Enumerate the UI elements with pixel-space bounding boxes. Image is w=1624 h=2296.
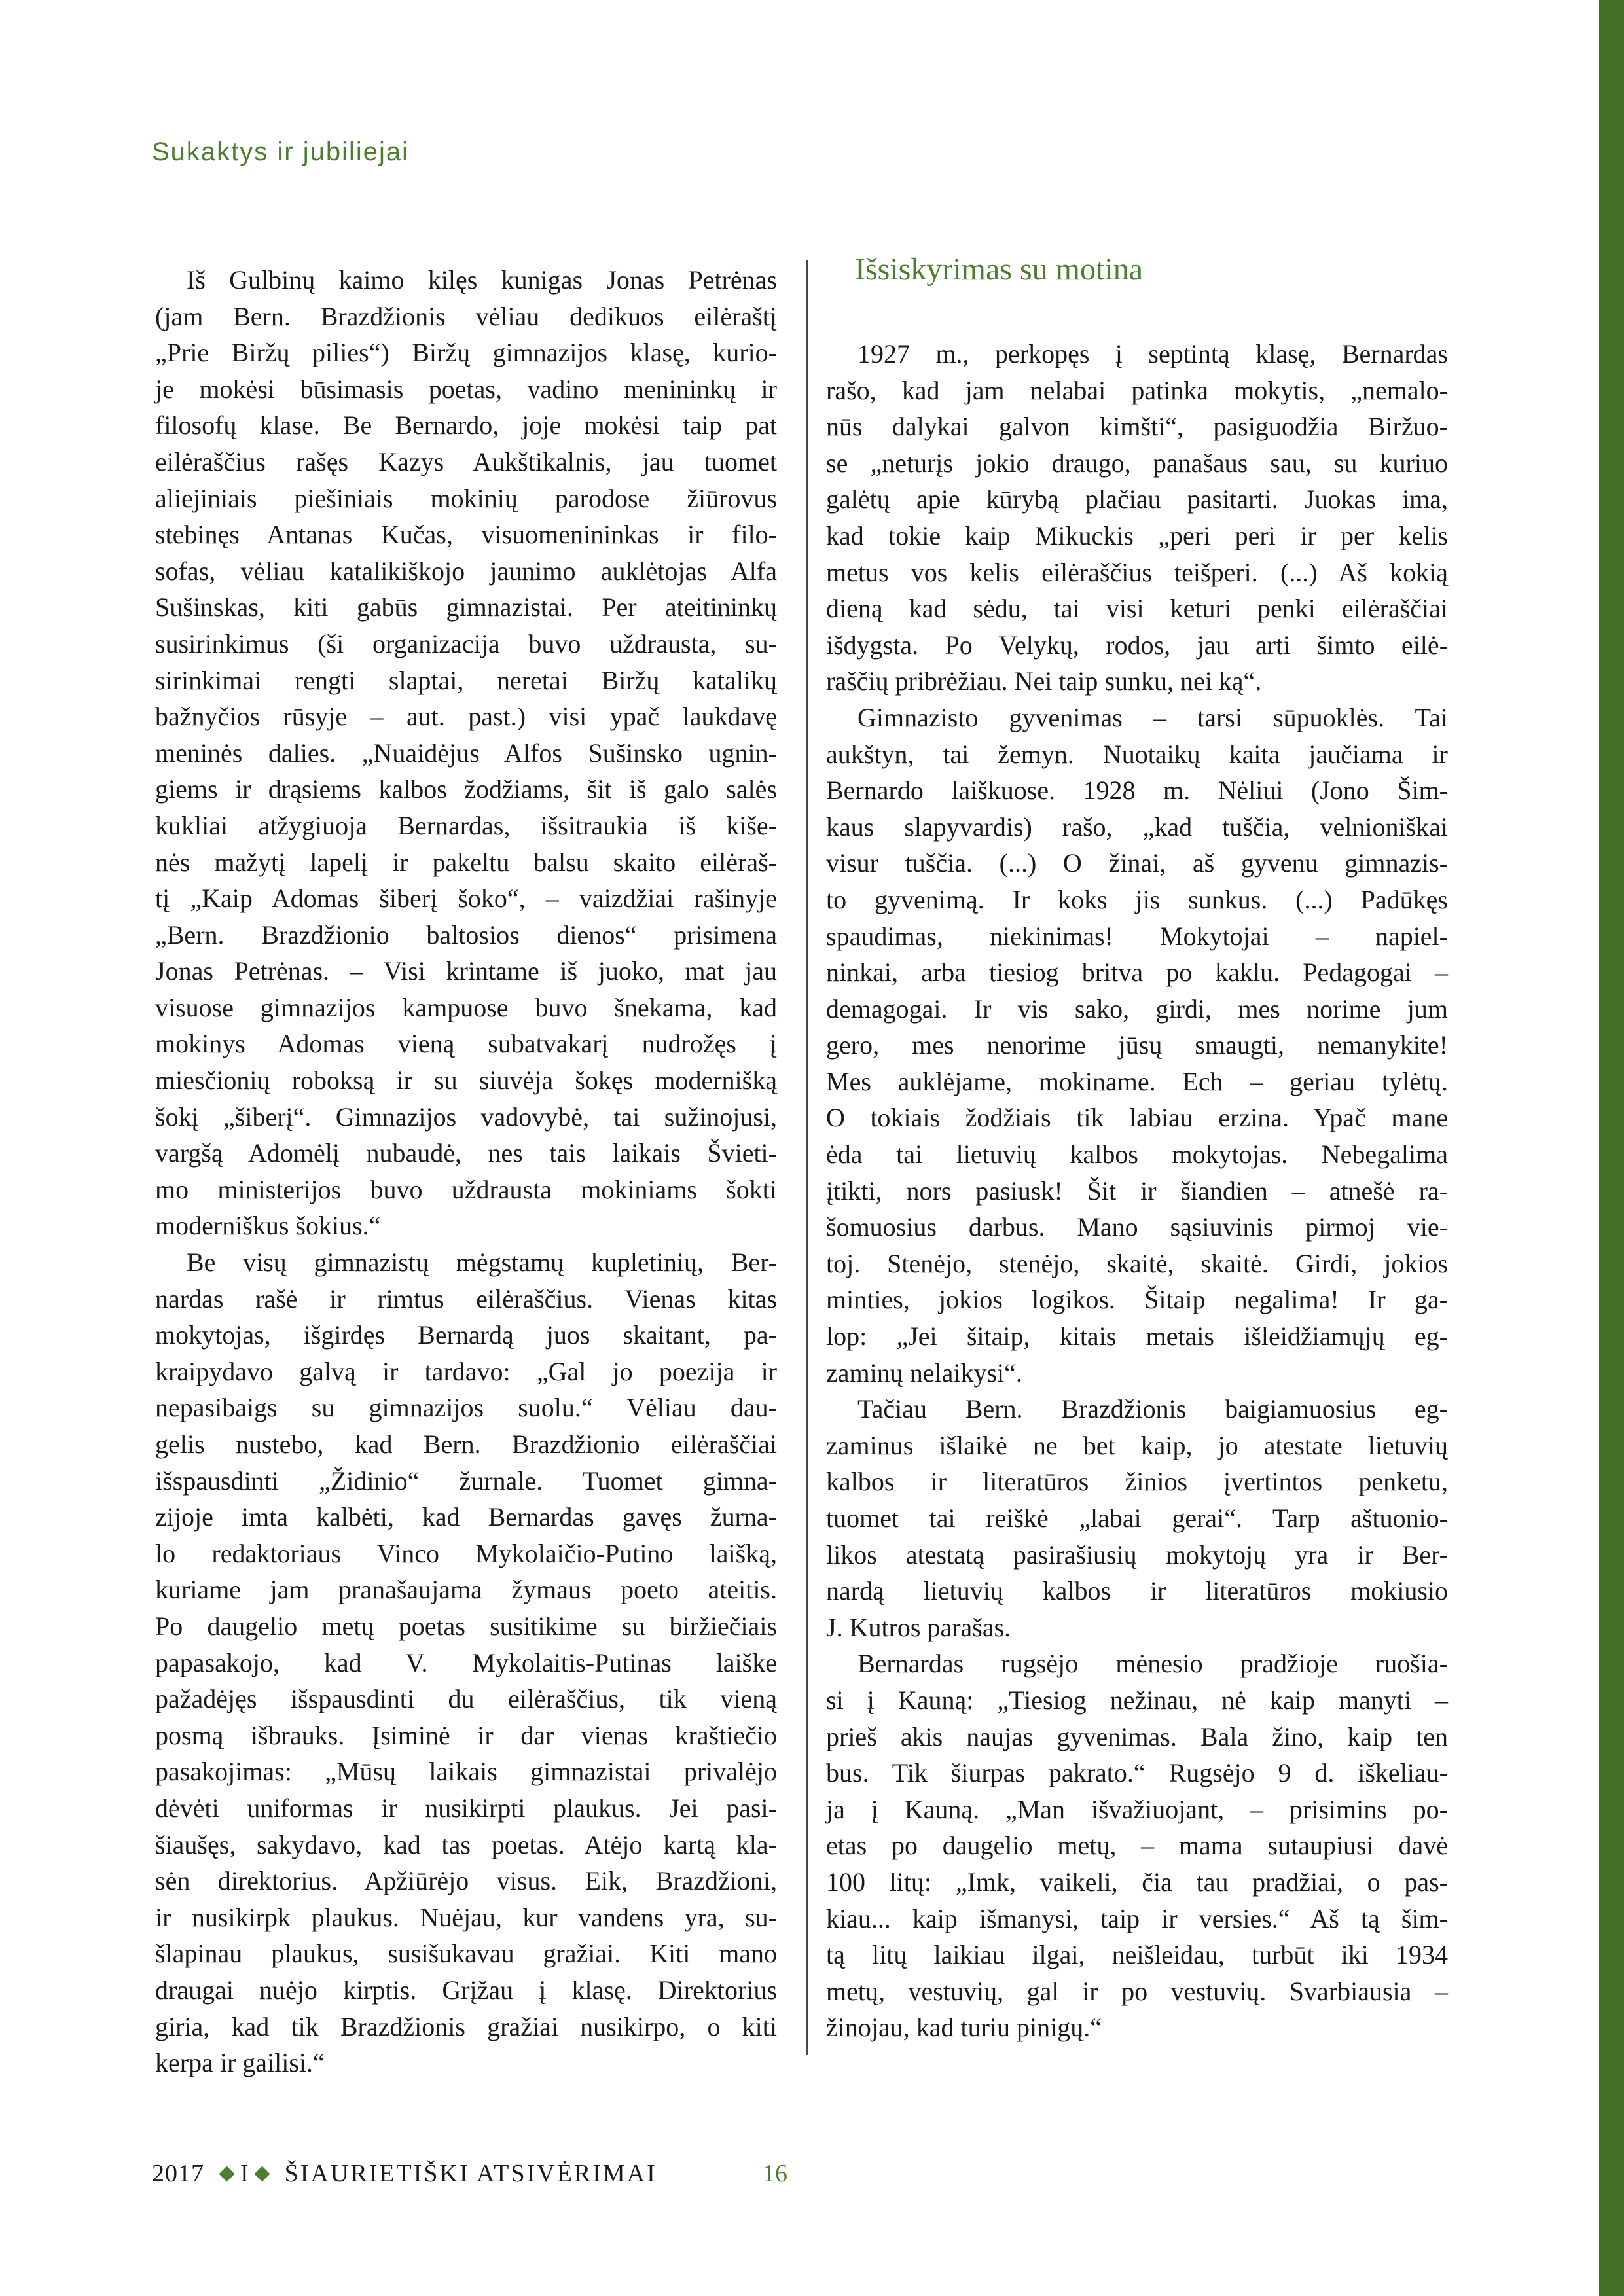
text-line: dėvėti uniformas ir nusikirpti plaukus. Jei pasi- <box>155 1793 777 1823</box>
text-line: Be visų gimnazistų mėgstamų kupletinių, Ber- <box>187 1247 777 1278</box>
text-line: bus. Tik šiurpas pakrato.“ Rugsėjo 9 d. iškeliau- <box>826 1758 1448 1788</box>
text-line: „Bern. Brazdžionio baltosios dienos“ prisimena <box>155 920 777 950</box>
text-line: 100 litų: „Imk, vaikeli, čia tau pradžiai, o pas- <box>826 1867 1448 1897</box>
text-line: Mes auklėjame, mokiname. Ech – geriau tylėtų. <box>826 1066 1448 1096</box>
text-line: susirinkimus (ši organizacija buvo uždrausta, su- <box>155 628 777 658</box>
text-line: kaus slapyvardis) rašo, „kad tuščia, velnioniškai <box>826 812 1448 842</box>
right-column-body <box>826 336 1448 2046</box>
text-line: zijoje imta kalbėti, kad Bernardas gavęs žurna- <box>155 1502 777 1532</box>
text-line: kuriame jam pranašaujama žymaus poeto ateitis. <box>155 1575 777 1605</box>
text-line: kad tokie kaip Mikuckis „peri peri ir per kelis <box>826 520 1448 550</box>
text-line: draugai nuėjo kirptis. Grįžau į klasę. Direktorius <box>155 1975 777 2005</box>
text-line: nepasibaigs su gimnazijos suolu.“ Vėliau dau- <box>155 1393 777 1423</box>
text-line: mo ministerijos buvo uždrausta mokiniams šokti <box>155 1174 777 1204</box>
text-line: tą litų laikiau ilgai, neišleidau, turbūt iki 1934 <box>826 1940 1448 1970</box>
text-line: metų, vestuvių, gal ir po vestuvių. Svarbiausia – <box>826 1976 1448 2006</box>
text-line: kraipydavo galvą ir tardavo: „Gal jo poezija ir <box>155 1356 777 1386</box>
right-edge-accent-bar <box>1599 0 1624 2296</box>
text-line: Bernardo laiškuose. 1928 m. Nėliui (Jono Šim- <box>826 776 1448 806</box>
text-line: aukštyn, tai žemyn. Nuotaikų kaita jaučiama ir <box>826 739 1448 769</box>
text-line: sirinkimai rengti slaptai, neretai Biržų katalikų <box>155 665 777 695</box>
text-line: lop: „Jei šitaip, kitais metais išleidžiamųjų eg- <box>826 1321 1448 1352</box>
text-line: kerpa ir gailisi.“ <box>155 2048 325 2078</box>
text-line: Gimnazisto gyvenimas – tarsi sūpuoklės. Tai <box>857 702 1448 732</box>
text-line: gero, mes nenorime jūsų smaugti, nemanykite! <box>826 1030 1448 1060</box>
text-line: stebinęs Antanas Kučas, visuomenininkas ir filo- <box>155 520 777 550</box>
article-subheading: Išsiskyrimas su motina <box>855 252 1143 287</box>
text-line: išspausdinti „Židinio“ žurnale. Tuomet gimna- <box>155 1465 777 1496</box>
text-line: je mokėsi būsimasis poetas, vadino menininkų ir <box>155 374 777 404</box>
text-line: raščių pribrėžiau. Nei taip sunku, nei ką“. <box>826 666 1262 696</box>
text-line: Sušinskas, kiti gabūs gimnazistai. Per ateitininkų <box>155 592 777 622</box>
text-line: ja į Kauną. „Man išvažiuojant, – prisimins po- <box>826 1794 1448 1824</box>
footer-journal-title: ŠIAURIETIŠKI ATSIVĖRIMAI <box>284 2160 657 2187</box>
text-line: šomuosius darbus. Mano sąsiuvinis pirmoj vie- <box>826 1212 1448 1242</box>
text-line: sofas, vėliau katalikiškojo jaunimo auklėtojas Alfa <box>155 556 777 586</box>
text-line: prieš akis naujas gyvenimas. Bala žino, kaip ten <box>826 1721 1448 1751</box>
text-line: gelis nustebo, kad Bern. Brazdžionio eilėraščiai <box>155 1429 777 1459</box>
text-line: 1927 m., perkopęs į septintą klasę, Bernardas <box>857 339 1448 368</box>
text-line: kalbos ir literatūros žinios įvertintos penketu, <box>826 1467 1448 1497</box>
text-line: zaminų nelaikysi“. <box>826 1357 1022 1388</box>
text-line: posmą išbrauks. Įsiminė ir dar vienas kraštiečio <box>155 1720 777 1750</box>
text-line: šiaušęs, sakydavo, kad tas poetas. Atėjo kartą kla- <box>155 1829 777 1859</box>
text-line: se „neturįs jokio draugo, panašaus sau, su kuriuo <box>826 448 1448 478</box>
text-line: Bernardas rugsėjo mėnesio pradžioje ruošia- <box>857 1649 1448 1679</box>
diamond-icon <box>219 2166 234 2181</box>
text-line: įtikti, nors pasiusk! Šit ir šiandien – atnešė ra- <box>826 1175 1448 1206</box>
text-line: visur tuščia. (...) O žinai, aš gyvenu gimnazis- <box>826 848 1448 878</box>
text-line: dieną kad sėdu, tai visi keturi penki eilėraščiai <box>826 594 1448 624</box>
text-line: „Prie Biržų pilies“) Biržų gimnazijos klasę, kurio- <box>155 338 777 368</box>
footer-year: 2017 <box>152 2160 204 2187</box>
text-line: J. Kutros parašas. <box>826 1612 1011 1642</box>
text-line: likos atestatą pasirašiusių mokytojų yra ir Ber- <box>826 1539 1448 1570</box>
section-header: Sukaktys ir jubiliejai <box>152 137 410 166</box>
text-line: pažadėjęs išspausdinti du eilėraščius, tik vieną <box>155 1684 777 1714</box>
text-line: mokinys Adomas vieną subatvakarį nudrožęs į <box>155 1029 777 1059</box>
text-line: Tačiau Bern. Brazdžionis baigiamuosius eg- <box>857 1394 1448 1424</box>
text-line: giems ir drąsiems kalbos žodžiams, šit iš galo salės <box>155 774 777 804</box>
text-line: moderniškus šokius.“ <box>155 1211 381 1241</box>
footer-issue-number: I <box>240 2160 249 2187</box>
text-line: Jonas Petrėnas. – Visi krintame iš juoko, mat jau <box>155 956 777 986</box>
text-line: (jam Bern. Brazdžionis vėliau dedikuos eilėraštį <box>155 301 777 331</box>
text-line: toj. Stenėjo, stenėjo, skaitė, skaitė. Girdi, jokios <box>826 1248 1448 1278</box>
text-line: to gyvenimą. Ir koks jis sunkus. (...) Padūkęs <box>826 884 1448 914</box>
text-line: nardą lietuvių kalbos ir literatūros mokiusio <box>826 1576 1448 1606</box>
text-line: rašo, kad jam nelabai patinka mokytis, „nemalo- <box>826 375 1448 405</box>
text-line: bažnyčios rūsyje – aut. past.) visi ypač laukdavę <box>155 702 777 732</box>
text-line: šlapinau plaukus, susišukavau gražiai. Kiti mano <box>155 1939 777 1969</box>
text-line: išdygsta. Po Velykų, rodos, jau arti šimto eilė- <box>826 630 1448 660</box>
text-line: ėda tai lietuvių kalbos mokytojas. Nebegalima <box>826 1139 1448 1170</box>
text-line: filosofų klase. Be Bernardo, joje mokėsi taip pat <box>155 410 777 440</box>
text-line: giria, kad tik Brazdžionis gražiai nusikirpo, o kiti <box>155 2011 777 2041</box>
text-line: spaudimas, niekinimas! Mokytojai – napiel- <box>826 921 1448 951</box>
text-line: minties, jokios logikos. Šitaip negalima! Ir ga- <box>826 1285 1448 1315</box>
text-line: kiau... kaip išmanysi, taip ir versies.“ Aš tą šim- <box>826 1903 1448 1933</box>
right-text-column <box>826 251 1448 2046</box>
text-line: O tokiais žodžiais tik labiau erzina. Ypač mane <box>826 1103 1448 1133</box>
text-line: miesčionių roboksą ir su siuvėja šokęs modernišką <box>155 1066 777 1096</box>
text-line: tį „Kaip Adomas šiberį šoko“, – vaizdžiai rašinyje <box>155 884 777 914</box>
text-line: kukliai atžygiuoja Bernardas, išsitraukia iš kiše- <box>155 810 777 840</box>
text-line: šokį „šiberį“. Gimnazijos vadovybė, tai sužinojusi, <box>155 1102 777 1132</box>
text-line: metus vos kelis eilėraščius teišperi. (...) Aš kokią <box>826 557 1448 587</box>
text-line: galėtų apie kūrybą plačiau pasitarti. Juokas ima, <box>826 484 1448 514</box>
text-line: zaminus išlaikė ne bet kaip, jo atestate lietuvių <box>826 1430 1448 1460</box>
text-line: si į Kauną: „Tiesiog nežinau, nė kaip manyti – <box>826 1685 1448 1715</box>
text-line: mokytojas, išgirdęs Bernardą juos skaitant, pa- <box>155 1320 777 1350</box>
text-line: papasakojo, kad V. Mykolaitis-Putinas laiške <box>155 1647 777 1677</box>
text-line: nės mažytį lapelį ir pakeltu balsu skaito eilėraš- <box>155 847 777 877</box>
text-line: tuomet tai reiškė „labai gerai“. Tarp aštuonio- <box>826 1503 1448 1533</box>
text-line: pasakojimas: „Mūsų laikais gimnazistai privalėjo <box>155 1757 777 1787</box>
text-line: nardas rašė ir rimtus eilėraščius. Vienas kitas <box>155 1283 777 1314</box>
text-line: ninkai, arba tiesiog britva po kaklu. Pedagogai – <box>826 958 1448 988</box>
text-line: etas po daugelio metų, – mama sutaupiusi davė <box>826 1831 1448 1861</box>
text-line: ir nusikirpk plaukus. Nuėjau, kur vandens yra, su- <box>155 1902 777 1932</box>
diamond-icon <box>254 2166 270 2181</box>
text-line: aliejiniais piešiniais mokinių parodose žiūrovus <box>155 483 777 513</box>
text-line: demagogai. Ir vis sako, girdi, mes norime jum <box>826 994 1448 1024</box>
text-line: visuose gimnazijos kampuose buvo šnekama, kad <box>155 992 777 1022</box>
text-line: sėn direktorius. Apžiūrėjo visus. Eik, Brazdžioni, <box>155 1866 777 1896</box>
text-line: žinojau, kad turiu pinigų.“ <box>826 2013 1102 2043</box>
text-line: lo redaktoriaus Vinco Mykolaičio-Putino laišką, <box>155 1538 777 1568</box>
text-line: nūs dalykai galvon kimšti“, pasiguodžia Biržuo- <box>826 412 1448 442</box>
column-divider <box>806 260 808 2055</box>
page-footer <box>152 2159 1461 2189</box>
text-line: meninės dalies. „Nuaidėjus Alfos Sušinsko ugnin- <box>155 738 777 768</box>
left-text-column <box>155 262 777 2081</box>
text-line: Po daugelio metų poetas susitikime su biržiečiais <box>155 1611 777 1641</box>
page-number: 16 <box>763 2160 787 2187</box>
text-line: Iš Gulbinų kaimo kilęs kunigas Jonas Petrėnas <box>187 265 777 295</box>
text-line: eilėraščius rašęs Kazys Aukštikalnis, jau tuomet <box>155 446 777 476</box>
text-line: vargšą Adomėlį nubaudė, nes tais laikais Švieti- <box>155 1138 777 1168</box>
